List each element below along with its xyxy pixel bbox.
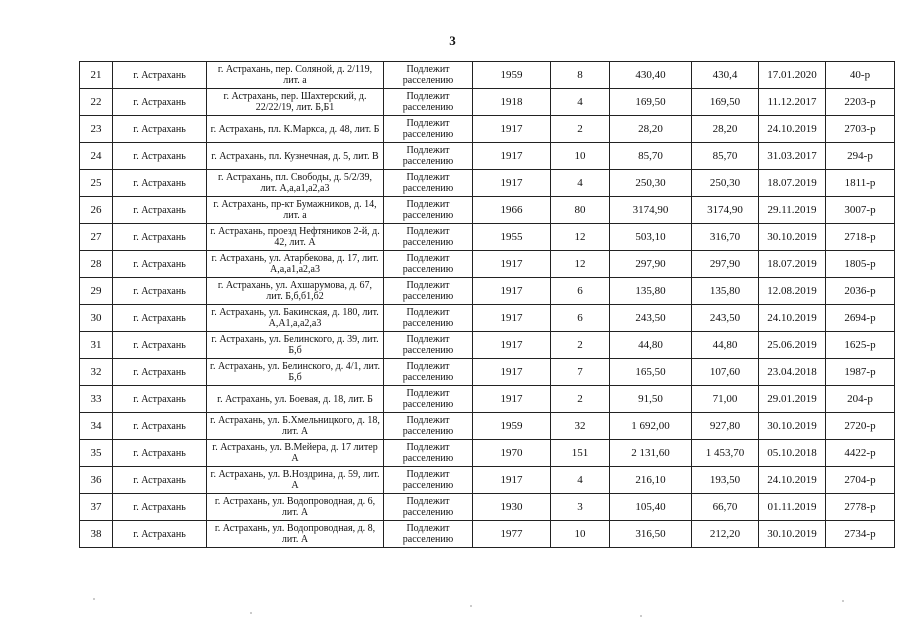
status-cell: Подлежит расселению: [384, 170, 473, 197]
date-cell: 30.10.2019: [759, 224, 826, 251]
row-number-cell: 24: [80, 143, 113, 170]
table-row: [80, 89, 895, 116]
city-cell: г. Астрахань: [113, 386, 207, 413]
residents-count-cell: 80: [551, 197, 610, 224]
year-cell: 1970: [473, 440, 551, 467]
total-area-cell: 3174,90: [610, 197, 692, 224]
resettle-area-cell: 107,60: [692, 359, 759, 386]
year-cell: 1930: [473, 494, 551, 521]
date-cell: 24.10.2019: [759, 116, 826, 143]
address-cell: г. Астрахань, ул. Водопроводная, д. 8, лит. А: [207, 521, 384, 548]
resettle-area-cell: 250,30: [692, 170, 759, 197]
year-cell: 1966: [473, 197, 551, 224]
total-area-cell: 250,30: [610, 170, 692, 197]
status-cell: Подлежит расселению: [384, 440, 473, 467]
city-cell: г. Астрахань: [113, 440, 207, 467]
address-cell: г. Астрахань, ул. Боевая, д. 18, лит. Б: [207, 386, 384, 413]
year-cell: 1955: [473, 224, 551, 251]
status-cell: Подлежит расселению: [384, 332, 473, 359]
residents-count-cell: 4: [551, 89, 610, 116]
status-cell: Подлежит расселению: [384, 197, 473, 224]
year-cell: 1917: [473, 143, 551, 170]
table-row: [80, 170, 895, 197]
residents-count-cell: 12: [551, 251, 610, 278]
city-cell: г. Астрахань: [113, 89, 207, 116]
status-cell: Подлежит расселению: [384, 224, 473, 251]
order-number-cell: 2203-р: [826, 89, 895, 116]
order-number-cell: 2036-р: [826, 278, 895, 305]
address-cell: г. Астрахань, ул. Белинского, д. 39, лит. Б,б: [207, 332, 384, 359]
date-cell: 17.01.2020: [759, 62, 826, 89]
scan-speck: [842, 600, 844, 602]
residents-count-cell: 10: [551, 143, 610, 170]
status-cell: Подлежит расселению: [384, 494, 473, 521]
address-cell: г. Астрахань, пер. Соляной, д. 2/119, лит. а: [207, 62, 384, 89]
table-row: [80, 116, 895, 143]
row-number-cell: 33: [80, 386, 113, 413]
date-cell: 12.08.2019: [759, 278, 826, 305]
total-area-cell: 2 131,60: [610, 440, 692, 467]
order-number-cell: 4422-р: [826, 440, 895, 467]
resettle-area-cell: 193,50: [692, 467, 759, 494]
order-number-cell: 294-р: [826, 143, 895, 170]
resettle-area-cell: 297,90: [692, 251, 759, 278]
row-number-cell: 22: [80, 89, 113, 116]
city-cell: г. Астрахань: [113, 413, 207, 440]
row-number-cell: 31: [80, 332, 113, 359]
year-cell: 1959: [473, 413, 551, 440]
total-area-cell: 91,50: [610, 386, 692, 413]
row-number-cell: 28: [80, 251, 113, 278]
status-cell: Подлежит расселению: [384, 413, 473, 440]
order-number-cell: 3007-р: [826, 197, 895, 224]
status-cell: Подлежит расселению: [384, 305, 473, 332]
date-cell: 18.07.2019: [759, 251, 826, 278]
year-cell: 1917: [473, 116, 551, 143]
residents-count-cell: 151: [551, 440, 610, 467]
status-cell: Подлежит расселению: [384, 278, 473, 305]
row-number-cell: 32: [80, 359, 113, 386]
year-cell: 1917: [473, 278, 551, 305]
residents-count-cell: 6: [551, 278, 610, 305]
status-cell: Подлежит расселению: [384, 89, 473, 116]
table-row: [80, 386, 895, 413]
residents-count-cell: 2: [551, 116, 610, 143]
resettle-area-cell: 1 453,70: [692, 440, 759, 467]
row-number-cell: 26: [80, 197, 113, 224]
row-number-cell: 23: [80, 116, 113, 143]
status-cell: Подлежит расселению: [384, 467, 473, 494]
resettle-area-cell: 71,00: [692, 386, 759, 413]
city-cell: г. Астрахань: [113, 305, 207, 332]
table-body: [80, 62, 895, 548]
table-row: [80, 413, 895, 440]
order-number-cell: 204-р: [826, 386, 895, 413]
scan-speck: [640, 615, 642, 617]
order-number-cell: 2704-р: [826, 467, 895, 494]
total-area-cell: 135,80: [610, 278, 692, 305]
status-cell: Подлежит расселению: [384, 116, 473, 143]
residents-count-cell: 32: [551, 413, 610, 440]
address-cell: г. Астрахань, ул. Бакинская, д. 180, лит. А,А1,а,а2,а3: [207, 305, 384, 332]
order-number-cell: 1805-р: [826, 251, 895, 278]
order-number-cell: 2720-р: [826, 413, 895, 440]
residents-count-cell: 6: [551, 305, 610, 332]
row-number-cell: 37: [80, 494, 113, 521]
total-area-cell: 297,90: [610, 251, 692, 278]
table-row: [80, 62, 895, 89]
city-cell: г. Астрахань: [113, 62, 207, 89]
date-cell: 29.11.2019: [759, 197, 826, 224]
order-number-cell: 40-р: [826, 62, 895, 89]
order-number-cell: 2734-р: [826, 521, 895, 548]
date-cell: 05.10.2018: [759, 440, 826, 467]
resettle-area-cell: 316,70: [692, 224, 759, 251]
status-cell: Подлежит расселению: [384, 62, 473, 89]
order-number-cell: 2694-р: [826, 305, 895, 332]
total-area-cell: 430,40: [610, 62, 692, 89]
date-cell: 24.10.2019: [759, 467, 826, 494]
status-cell: Подлежит расселению: [384, 386, 473, 413]
address-cell: г. Астрахань, ул. Ахшарумова, д. 67, лит. Б,б,б1,б2: [207, 278, 384, 305]
date-cell: 31.03.2017: [759, 143, 826, 170]
resettle-area-cell: 135,80: [692, 278, 759, 305]
address-cell: г. Астрахань, пр-кт Бумажников, д. 14, лит. а: [207, 197, 384, 224]
total-area-cell: 44,80: [610, 332, 692, 359]
order-number-cell: 2718-р: [826, 224, 895, 251]
year-cell: 1977: [473, 521, 551, 548]
year-cell: 1917: [473, 305, 551, 332]
scan-speck: [250, 612, 252, 614]
resettle-area-cell: 169,50: [692, 89, 759, 116]
city-cell: г. Астрахань: [113, 467, 207, 494]
total-area-cell: 243,50: [610, 305, 692, 332]
total-area-cell: 316,50: [610, 521, 692, 548]
city-cell: г. Астрахань: [113, 251, 207, 278]
address-cell: г. Астрахань, ул. Водопроводная, д. 6, лит. А: [207, 494, 384, 521]
resettle-area-cell: 212,20: [692, 521, 759, 548]
residents-count-cell: 10: [551, 521, 610, 548]
residents-count-cell: 4: [551, 467, 610, 494]
residents-count-cell: 2: [551, 332, 610, 359]
year-cell: 1917: [473, 386, 551, 413]
year-cell: 1917: [473, 332, 551, 359]
address-cell: г. Астрахань, пл. Свободы, д. 5/2/39, лит. А,а,а1,а2,а3: [207, 170, 384, 197]
scan-speck: [93, 598, 95, 600]
residents-count-cell: 4: [551, 170, 610, 197]
date-cell: 01.11.2019: [759, 494, 826, 521]
total-area-cell: 169,50: [610, 89, 692, 116]
address-cell: г. Астрахань, ул. Б.Хмельницкого, д. 18, лит. А: [207, 413, 384, 440]
date-cell: 25.06.2019: [759, 332, 826, 359]
address-cell: г. Астрахань, проезд Нефтяников 2-й, д. 42, лит. А: [207, 224, 384, 251]
table-row: [80, 467, 895, 494]
order-number-cell: 1625-р: [826, 332, 895, 359]
row-number-cell: 29: [80, 278, 113, 305]
residents-count-cell: 3: [551, 494, 610, 521]
city-cell: г. Астрахань: [113, 494, 207, 521]
date-cell: 18.07.2019: [759, 170, 826, 197]
address-cell: г. Астрахань, ул. Атарбекова, д. 17, лит. А,а,а1,а2,а3: [207, 251, 384, 278]
residents-count-cell: 2: [551, 386, 610, 413]
date-cell: 11.12.2017: [759, 89, 826, 116]
row-number-cell: 21: [80, 62, 113, 89]
city-cell: г. Астрахань: [113, 170, 207, 197]
resettle-area-cell: 430,4: [692, 62, 759, 89]
residents-count-cell: 12: [551, 224, 610, 251]
status-cell: Подлежит расселению: [384, 521, 473, 548]
resettle-area-cell: 927,80: [692, 413, 759, 440]
resettle-area-cell: 85,70: [692, 143, 759, 170]
year-cell: 1917: [473, 467, 551, 494]
status-cell: Подлежит расселению: [384, 143, 473, 170]
city-cell: г. Астрахань: [113, 359, 207, 386]
total-area-cell: 216,10: [610, 467, 692, 494]
row-number-cell: 27: [80, 224, 113, 251]
city-cell: г. Астрахань: [113, 332, 207, 359]
date-cell: 30.10.2019: [759, 413, 826, 440]
row-number-cell: 30: [80, 305, 113, 332]
date-cell: 23.04.2018: [759, 359, 826, 386]
address-cell: г. Астрахань, пл. К.Маркса, д. 48, лит. Б: [207, 116, 384, 143]
city-cell: г. Астрахань: [113, 278, 207, 305]
table-row: [80, 521, 895, 548]
status-cell: Подлежит расселению: [384, 359, 473, 386]
housing-registry-table: [79, 61, 895, 548]
city-cell: г. Астрахань: [113, 521, 207, 548]
resettle-area-cell: 243,50: [692, 305, 759, 332]
city-cell: г. Астрахань: [113, 143, 207, 170]
order-number-cell: 1987-р: [826, 359, 895, 386]
total-area-cell: 1 692,00: [610, 413, 692, 440]
row-number-cell: 25: [80, 170, 113, 197]
city-cell: г. Астрахань: [113, 197, 207, 224]
year-cell: 1917: [473, 251, 551, 278]
residents-count-cell: 8: [551, 62, 610, 89]
total-area-cell: 503,10: [610, 224, 692, 251]
year-cell: 1917: [473, 170, 551, 197]
address-cell: г. Астрахань, пл. Кузнечная, д. 5, лит. В: [207, 143, 384, 170]
total-area-cell: 165,50: [610, 359, 692, 386]
row-number-cell: 34: [80, 413, 113, 440]
city-cell: г. Астрахань: [113, 116, 207, 143]
row-number-cell: 38: [80, 521, 113, 548]
table-row: [80, 332, 895, 359]
table-row: [80, 440, 895, 467]
order-number-cell: 2703-р: [826, 116, 895, 143]
table-row: [80, 359, 895, 386]
date-cell: 24.10.2019: [759, 305, 826, 332]
table-row: [80, 251, 895, 278]
row-number-cell: 36: [80, 467, 113, 494]
resettle-area-cell: 44,80: [692, 332, 759, 359]
resettle-area-cell: 66,70: [692, 494, 759, 521]
date-cell: 29.01.2019: [759, 386, 826, 413]
total-area-cell: 28,20: [610, 116, 692, 143]
year-cell: 1918: [473, 89, 551, 116]
residents-count-cell: 7: [551, 359, 610, 386]
page-number: 3: [449, 33, 456, 48]
table-row: [80, 197, 895, 224]
order-number-cell: 2778-р: [826, 494, 895, 521]
address-cell: г. Астрахань, пер. Шахтерский, д. 22/22/19, лит. Б,Б1: [207, 89, 384, 116]
table-row: [80, 143, 895, 170]
date-cell: 30.10.2019: [759, 521, 826, 548]
year-cell: 1917: [473, 359, 551, 386]
resettle-area-cell: 3174,90: [692, 197, 759, 224]
table-row: [80, 278, 895, 305]
row-number-cell: 35: [80, 440, 113, 467]
table-row: [80, 305, 895, 332]
table-row: [80, 494, 895, 521]
total-area-cell: 105,40: [610, 494, 692, 521]
scan-speck: [470, 605, 472, 607]
order-number-cell: 1811-р: [826, 170, 895, 197]
resettle-area-cell: 28,20: [692, 116, 759, 143]
address-cell: г. Астрахань, ул. В.Мейера, д. 17 литер А: [207, 440, 384, 467]
year-cell: 1959: [473, 62, 551, 89]
table-row: [80, 224, 895, 251]
status-cell: Подлежит расселению: [384, 251, 473, 278]
total-area-cell: 85,70: [610, 143, 692, 170]
address-cell: г. Астрахань, ул. Белинского, д. 4/1, лит. Б,б: [207, 359, 384, 386]
address-cell: г. Астрахань, ул. В.Ноздрина, д. 59, лит. А: [207, 467, 384, 494]
city-cell: г. Астрахань: [113, 224, 207, 251]
